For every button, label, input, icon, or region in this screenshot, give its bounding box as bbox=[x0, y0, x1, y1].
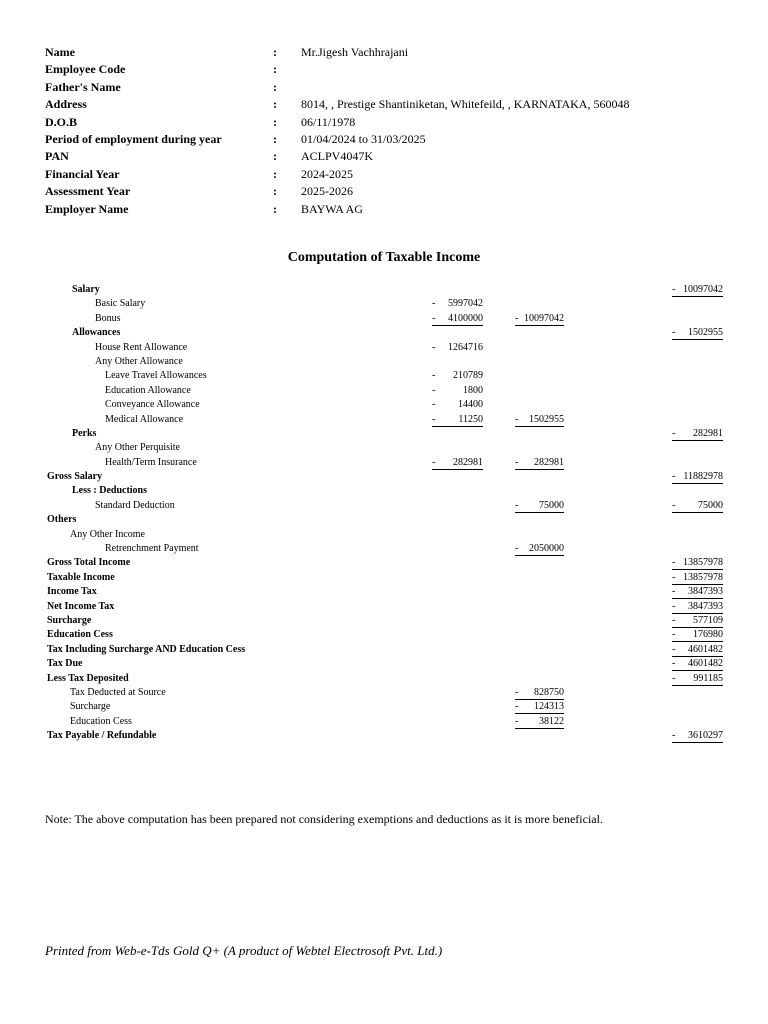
amount-value: 1800 bbox=[463, 384, 483, 396]
computation-row bbox=[0, 369, 768, 383]
computation-row bbox=[0, 283, 768, 297]
row-label: Tax Due bbox=[47, 658, 83, 670]
amount-c2 bbox=[515, 457, 564, 470]
amount-c2 bbox=[515, 701, 564, 714]
row-label: Others bbox=[47, 514, 77, 526]
dash-mark: - bbox=[672, 427, 676, 439]
amount-value: 10097042 bbox=[524, 312, 564, 324]
info-colon: : bbox=[273, 62, 277, 77]
amount-value: 13857978 bbox=[683, 557, 723, 569]
computation-row bbox=[0, 556, 768, 570]
dash-mark: - bbox=[672, 571, 676, 583]
amount-value: 991185 bbox=[693, 672, 723, 684]
row-label: Allowances bbox=[72, 327, 121, 339]
row-label: Tax Payable / Refundable bbox=[47, 730, 157, 742]
page-title: Computation of Taxable Income bbox=[287, 250, 481, 265]
amount-c3 bbox=[672, 284, 723, 297]
amount-value: 75000 bbox=[698, 499, 723, 511]
info-value: Mr.Jigesh Vachhrajani bbox=[301, 45, 409, 59]
row-label: Bonus bbox=[95, 312, 121, 324]
dash-mark: - bbox=[672, 586, 676, 598]
amount-c2 bbox=[515, 687, 564, 700]
row-label: Any Other Perquisite bbox=[95, 442, 180, 454]
computation-row bbox=[0, 657, 768, 671]
dash-mark: - bbox=[672, 471, 676, 483]
amount-c3 bbox=[672, 629, 723, 642]
dash-mark: - bbox=[672, 730, 676, 742]
amount-c2 bbox=[515, 500, 564, 513]
row-label: House Rent Allowance bbox=[95, 341, 188, 353]
computation-row bbox=[0, 499, 768, 513]
row-label: Gross Total Income bbox=[47, 557, 131, 569]
info-colon: : bbox=[273, 184, 277, 199]
info-value: 2024-2025 bbox=[301, 166, 353, 181]
amount-value: 828750 bbox=[534, 686, 564, 698]
computation-note: Note: The above computation has been prepared not considering exemptions and deductions as it is more beneficial. bbox=[45, 812, 603, 826]
info-colon: : bbox=[273, 201, 277, 216]
info-value: 8014, , Prestige Shantiniketan, Whitefeild, , KARNATAKA, 560048 bbox=[301, 97, 630, 112]
row-label: Less : Deductions bbox=[72, 485, 148, 497]
amount-value: 3847393 bbox=[688, 600, 723, 612]
amount-value: 14400 bbox=[458, 399, 483, 411]
row-label: Retrenchment Payment bbox=[105, 543, 199, 555]
amount-c3 bbox=[672, 327, 723, 340]
amount-value: 1502955 bbox=[688, 327, 723, 339]
dash-mark: - bbox=[672, 614, 676, 626]
computation-row bbox=[0, 571, 768, 585]
row-label: Surcharge bbox=[47, 614, 92, 626]
dash-mark: - bbox=[515, 413, 519, 425]
computation-row bbox=[0, 484, 768, 498]
computation-table bbox=[0, 283, 768, 744]
amount-value: 10097042 bbox=[683, 284, 723, 295]
dash-mark: - bbox=[672, 600, 676, 612]
dash-mark: - bbox=[672, 643, 676, 655]
dash-mark: - bbox=[432, 384, 436, 396]
row-label: Income Tax bbox=[47, 586, 97, 598]
dash-mark: - bbox=[672, 499, 676, 511]
info-label: Financial Year bbox=[45, 166, 120, 181]
computation-row bbox=[0, 384, 768, 398]
dash-mark: - bbox=[515, 312, 519, 324]
info-colon: : bbox=[273, 97, 277, 112]
computation-row bbox=[0, 614, 768, 628]
info-value: 06/11/1978 bbox=[301, 114, 356, 129]
row-label: Any Other Allowance bbox=[95, 355, 183, 367]
computation-row bbox=[0, 427, 768, 441]
row-label: Standard Deduction bbox=[95, 499, 175, 511]
dash-mark: - bbox=[672, 557, 676, 569]
printed-from-footer: Printed from Web-e-Tds Gold Q+ (A product of Webtel Electrosoft Pvt. Ltd.) bbox=[45, 943, 443, 958]
computation-row bbox=[0, 297, 768, 311]
amount-c1 bbox=[432, 457, 483, 470]
amount-value: 2050000 bbox=[529, 543, 564, 555]
info-value: 2025-2026 bbox=[301, 184, 353, 199]
dash-mark: - bbox=[432, 341, 436, 353]
row-label: Basic Salary bbox=[95, 298, 146, 310]
dash-mark: - bbox=[432, 456, 436, 468]
dash-mark: - bbox=[515, 543, 519, 555]
amount-value: 4601482 bbox=[688, 658, 723, 670]
amount-c1 bbox=[432, 313, 483, 326]
info-value: BAYWA AG bbox=[301, 201, 363, 216]
computation-row bbox=[0, 672, 768, 686]
row-label: Salary bbox=[72, 284, 100, 295]
row-label: Education Cess bbox=[47, 629, 113, 641]
info-colon: : bbox=[273, 45, 277, 59]
info-label: PAN bbox=[45, 149, 69, 164]
dash-mark: - bbox=[672, 629, 676, 641]
info-colon: : bbox=[273, 114, 277, 129]
amount-value: 282981 bbox=[693, 427, 723, 439]
computation-row bbox=[0, 470, 768, 484]
info-label: Address bbox=[45, 97, 87, 112]
amount-value: 1502955 bbox=[529, 413, 564, 425]
dash-mark: - bbox=[515, 715, 519, 727]
amount-value: 577109 bbox=[693, 614, 723, 626]
dash-mark: - bbox=[432, 370, 436, 382]
computation-row bbox=[0, 600, 768, 614]
dash-mark: - bbox=[515, 499, 519, 511]
amount-c3 bbox=[672, 644, 723, 657]
row-label: Medical Allowance bbox=[105, 413, 184, 425]
amount-c3 bbox=[672, 658, 723, 671]
computation-row bbox=[0, 715, 768, 729]
row-label: Education Cess bbox=[70, 715, 132, 727]
row-label: Leave Travel Allowances bbox=[105, 370, 207, 382]
amount-value: 4100000 bbox=[448, 312, 483, 324]
amount-c3 bbox=[672, 601, 723, 614]
computation-row bbox=[0, 513, 768, 527]
row-label: Gross Salary bbox=[47, 471, 103, 483]
amount-value: 124313 bbox=[534, 701, 564, 713]
computation-row bbox=[0, 528, 768, 542]
row-label: Net Income Tax bbox=[47, 600, 115, 612]
amount-c1 bbox=[432, 414, 483, 427]
computation-row bbox=[0, 456, 768, 470]
computation-row bbox=[0, 398, 768, 412]
info-value: ACLPV4047K bbox=[301, 149, 374, 164]
amount-value: 11882978 bbox=[683, 471, 723, 483]
computation-row bbox=[0, 686, 768, 700]
amount-c3 bbox=[672, 615, 723, 628]
computation-row bbox=[0, 413, 768, 427]
dash-mark: - bbox=[432, 312, 436, 324]
amount-c3 bbox=[672, 730, 723, 743]
info-label: Employee Code bbox=[45, 62, 126, 77]
amount-value: 210789 bbox=[453, 370, 483, 382]
info-colon: : bbox=[273, 149, 277, 164]
amount-value: 3610297 bbox=[688, 730, 723, 742]
dash-mark: - bbox=[432, 413, 436, 425]
computation-row bbox=[0, 326, 768, 340]
info-label: Period of employment during year bbox=[45, 131, 222, 146]
info-colon: : bbox=[273, 79, 277, 94]
amount-c3 bbox=[672, 557, 723, 570]
dash-mark: - bbox=[515, 686, 519, 698]
info-label: Employer Name bbox=[45, 201, 129, 216]
amount-c3 bbox=[672, 572, 723, 585]
dash-mark: - bbox=[515, 456, 519, 468]
row-label: Perks bbox=[72, 427, 97, 439]
amount-c2 bbox=[515, 543, 564, 556]
amount-c2 bbox=[515, 313, 564, 326]
amount-c2 bbox=[515, 716, 564, 729]
dash-mark: - bbox=[432, 298, 436, 310]
amount-c3 bbox=[672, 586, 723, 599]
amount-c3 bbox=[672, 428, 723, 441]
row-label: Tax Deducted at Source bbox=[70, 686, 166, 698]
amount-c3 bbox=[672, 673, 723, 686]
row-label: Less Tax Deposited bbox=[47, 672, 129, 684]
amount-c3 bbox=[672, 471, 723, 484]
row-label: Any Other Income bbox=[70, 528, 145, 540]
amount-value: 3847393 bbox=[688, 586, 723, 598]
row-label: Surcharge bbox=[70, 701, 111, 713]
row-label: Conveyance Allowance bbox=[105, 399, 200, 411]
computation-row bbox=[0, 628, 768, 642]
amount-value: 75000 bbox=[539, 499, 564, 511]
amount-value: 282981 bbox=[453, 456, 483, 468]
row-label: Tax Including Surcharge AND Education Cess bbox=[47, 643, 246, 655]
dash-mark: - bbox=[672, 284, 676, 295]
computation-row bbox=[0, 585, 768, 599]
row-label: Education Allowance bbox=[105, 384, 191, 396]
info-label: D.O.B bbox=[45, 114, 78, 129]
dash-mark: - bbox=[672, 658, 676, 670]
amount-c2 bbox=[515, 414, 564, 427]
info-value: 01/04/2024 to 31/03/2025 bbox=[301, 131, 426, 146]
info-colon: : bbox=[273, 131, 277, 146]
row-label: Taxable Income bbox=[47, 571, 115, 583]
dash-mark: - bbox=[515, 701, 519, 713]
computation-row bbox=[0, 729, 768, 743]
row-label: Health/Term Insurance bbox=[105, 456, 197, 468]
computation-row bbox=[0, 355, 768, 369]
amount-value: 176980 bbox=[693, 629, 723, 641]
amount-value: 4601482 bbox=[688, 643, 723, 655]
amount-value: 13857978 bbox=[683, 571, 723, 583]
amount-value: 1264716 bbox=[448, 341, 483, 353]
amount-value: 11250 bbox=[458, 413, 483, 425]
dash-mark: - bbox=[432, 399, 436, 411]
amount-c3 bbox=[672, 500, 723, 513]
dash-mark: - bbox=[672, 672, 676, 684]
computation-row bbox=[0, 312, 768, 326]
computation-row bbox=[0, 542, 768, 556]
computation-row bbox=[0, 700, 768, 714]
info-colon: : bbox=[273, 166, 277, 181]
computation-row bbox=[0, 441, 768, 455]
computation-row bbox=[0, 643, 768, 657]
amount-value: 5997042 bbox=[448, 298, 483, 310]
dash-mark: - bbox=[672, 327, 676, 339]
amount-value: 38122 bbox=[539, 715, 564, 727]
amount-value: 282981 bbox=[534, 456, 564, 468]
info-label: Assessment Year bbox=[45, 184, 131, 199]
computation-row bbox=[0, 341, 768, 355]
info-label: Father's Name bbox=[45, 79, 121, 94]
info-label: Name bbox=[45, 45, 75, 59]
